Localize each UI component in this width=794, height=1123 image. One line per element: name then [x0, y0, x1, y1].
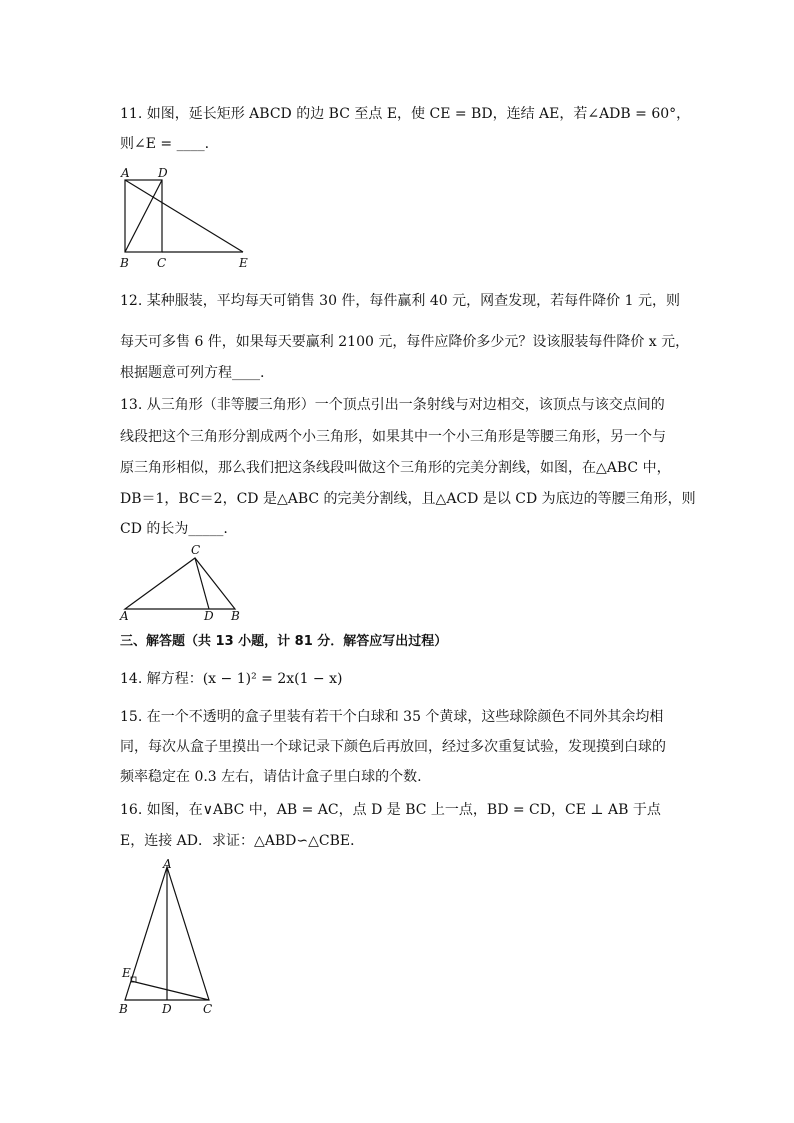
section-heading: 三、解答题（共 13 小题，计 81 分．解答应写出过程）	[120, 634, 448, 649]
q13-line-2: 线段把这个三角形分割成两个小三角形，如果其中一个小三角形是等腰三角形，另一个与	[120, 429, 666, 445]
q13-line-4: DB＝1，BC＝2，CD 是△ABC 的完美分割线，且△ACD 是以 CD 为底边的等腰三角形，则	[120, 491, 696, 507]
q13-line-1: 13. 从三角形（非等腰三角形）一个顶点引出一条射线与对边相交，该顶点与该交点间的	[120, 397, 665, 413]
triangle-abc	[125, 558, 235, 609]
q12-line-1: 12. 某种服装，平均每天可销售 30 件，每件赢利 40 元，网查发现，若每件降价 1 元，则	[120, 293, 680, 309]
q11-figure	[115, 165, 265, 279]
q15-line-3: 频率稳定在 0.3 左右，请估计盒子里白球的个数.	[120, 769, 422, 785]
q16-line-2: E，连接 AD．求证：△ABD∽△CBE．	[120, 833, 365, 849]
q12-line-2: 每天可多售 6 件，如果每天要赢利 2100 元，每件应降价多少元？设该服装每件降价 x 元，	[120, 334, 690, 350]
label-b: B	[119, 1002, 128, 1016]
segment-ce	[131, 981, 209, 1000]
label-e: E	[122, 966, 131, 980]
segment-cd	[195, 558, 209, 609]
label-b: B	[231, 609, 240, 623]
q13-line-3: 原三角形相似，那么我们把这条线段叫做这个三角形的完美分割线，如图，在△ABC 中，	[120, 460, 671, 476]
label-c: C	[191, 543, 201, 557]
q13-line-5: CD 的长为_____.	[120, 521, 228, 537]
q15-line-2: 同，每次从盒子里摸出一个球记录下颜色后再放回，经过多次重复试验，发现摸到白球的	[120, 739, 666, 755]
label-c: C	[157, 256, 167, 270]
q14-line: 14. 解方程：(x − 1)² = 2x(1 − x)	[120, 671, 343, 687]
label-d: D	[158, 166, 168, 180]
q12-line-3: 根据题意可列方程____.	[120, 365, 265, 381]
label-b: B	[120, 256, 129, 270]
label-e: E	[239, 256, 248, 270]
q16-figure	[110, 855, 225, 1024]
label-a: A	[120, 609, 129, 623]
q11-line-1: 11. 如图，延长矩形 ABCD 的边 BC 至点 E，使 CE = BD，连结 AE，若∠ADB = 60°，	[120, 106, 691, 122]
label-d: D	[162, 1002, 172, 1016]
q16-line-1: 16. 如图，在∨ABC 中，AB = AC，点 D 是 BC 上一点，BD = CD，CE ⊥ AB 于点	[120, 802, 661, 818]
q15-line-1: 15. 在一个不透明的盒子里装有若干个白球和 35 个黄球，这些球除颜色不同外其余均相	[120, 709, 664, 725]
q13-figure	[115, 540, 250, 629]
label-a: A	[121, 166, 130, 180]
label-c: C	[203, 1002, 213, 1016]
label-a: A	[163, 857, 172, 871]
label-d: D	[204, 609, 214, 623]
q11-line-2: 则∠E = ____.	[120, 136, 210, 152]
segment-ae	[125, 180, 243, 252]
